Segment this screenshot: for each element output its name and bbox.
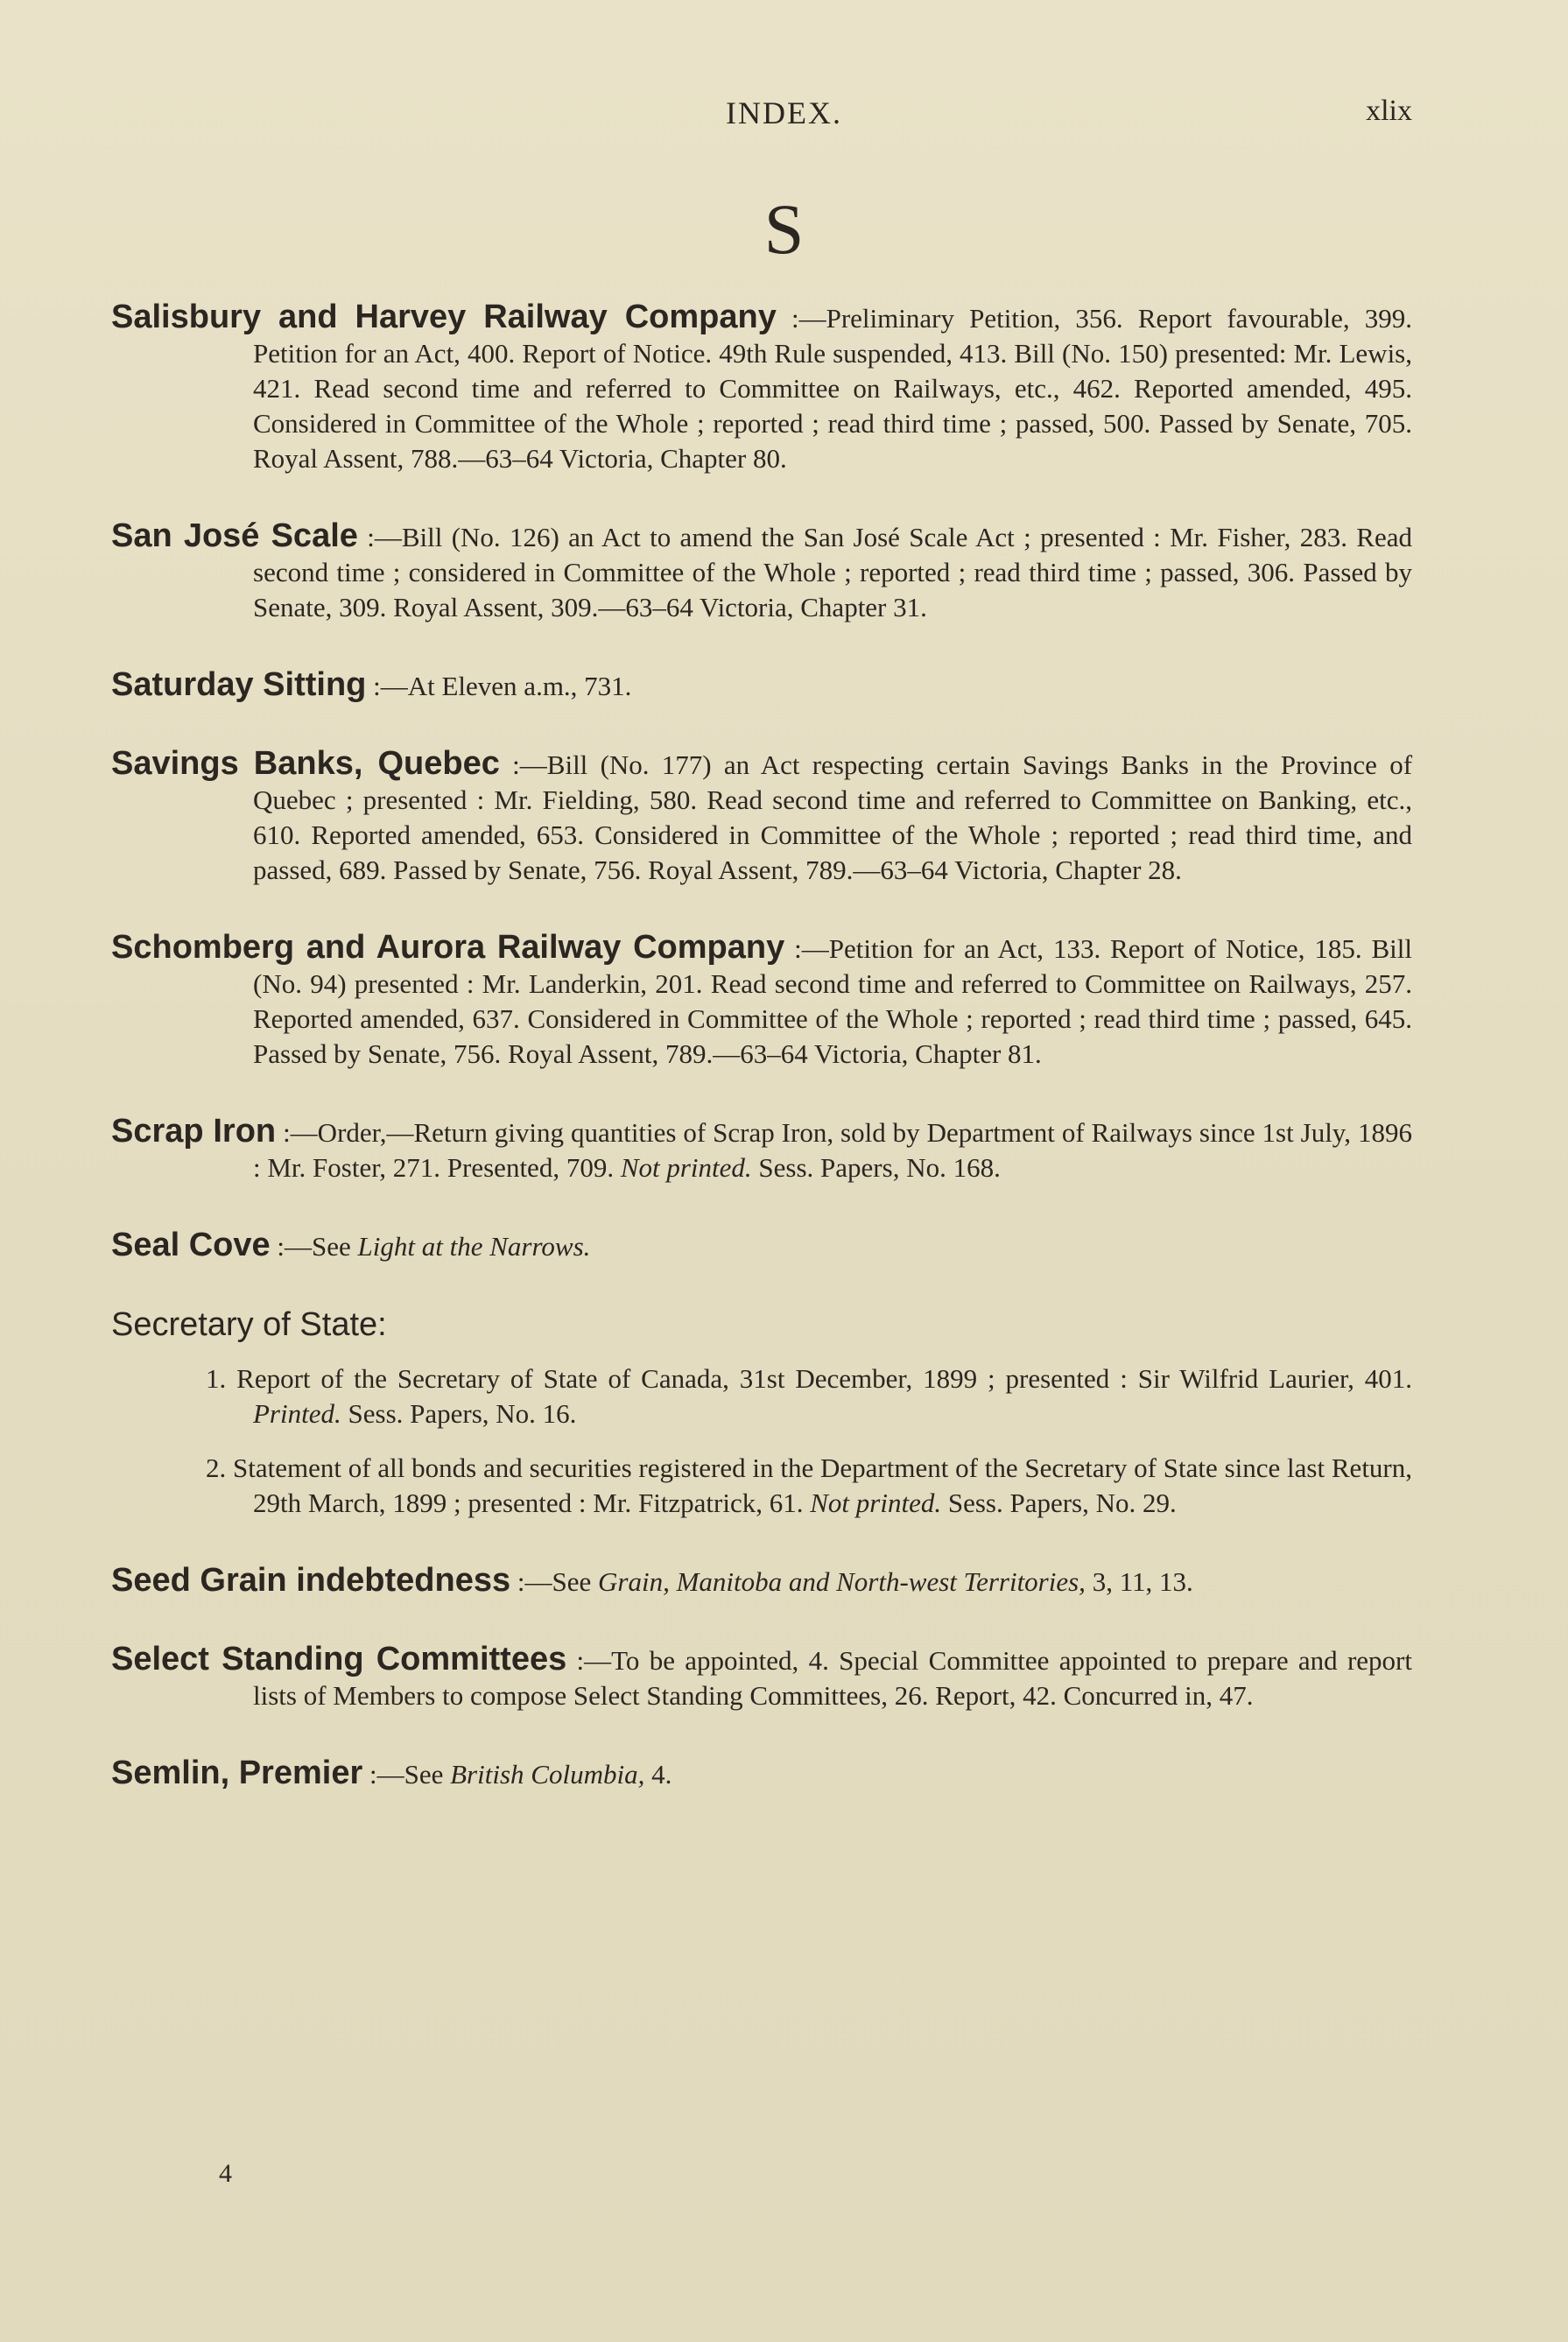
- secretary-heading-text: Secretary of State: [111, 1306, 378, 1343]
- entry-heading: Saturday Sitting: [111, 666, 367, 703]
- index-entry: [111, 1114, 1412, 1185]
- entry-text: :—Bill (No. 177) an Act respecting certain Savings Banks in the Province of Quebec ; presented : Mr. Fielding, 580. Read second time and referred to Committee on Banking, etc., 610. Reported amended, 653. Considered in Committee of the Whole ; reported ; read third time, and passed, 689. Passed by Senate, 756. Royal Assent, 789.—63–64 Victoria, Chapter 28.: [253, 749, 1413, 885]
- entry-text: :—Preliminary Petition, 356. Report favourable, 399. Petition for an Act, 400. Report of Notice. 49th Rule suspended, 413. Bill (No. 150) presented: Mr. Lewis, 421. Read second time and referred to Committee on Railways, etc., 462. Reported amended, 495. Considered in Committee of the Whole ; reported ; read third time ; passed, 500. Passed by Senate, 705. Royal Assent, 788.—63–64 Victoria, Chapter 80.: [253, 303, 1413, 474]
- item-italic: Printed.: [253, 1398, 341, 1429]
- entry-heading: Seed Grain indebtedness: [111, 1562, 511, 1599]
- entry-text: :—Bill (No. 126) an Act to amend the San José Scale Act ; presented : Mr. Fisher, 283. Read second time ; considered in Committee of the Whole ; reported ; read third time ; passed, 306. Passed by Senate, 309. Royal Assent, 309.—63–64 Victoria, Chapter 31.: [253, 522, 1412, 622]
- index-entry: [111, 1642, 1412, 1713]
- index-entry: [111, 299, 1412, 476]
- running-title: INDEX.: [726, 95, 842, 130]
- index-entry: [111, 1563, 1412, 1600]
- entry-heading: Semlin, Premier: [111, 1755, 363, 1791]
- item-text: Statement of all bonds and securities registered in the Department of the Secretary of State since last Return, 29th March, 1899 ; presented : Mr. Fitzpatrick, 61.: [233, 1452, 1413, 1518]
- index-entry: [111, 746, 1412, 888]
- entry-text: :—Order,—Return giving quantities of Scrap Iron, sold by Department of Railways since 1st July, 1896 : Mr. Foster, 271. Presented, 709.: [253, 1117, 1412, 1183]
- item-text-after: Sess. Papers, No. 16.: [348, 1398, 577, 1429]
- entry-heading: Schomberg and Aurora Railway Company: [111, 929, 785, 966]
- page-header: [0, 95, 1568, 147]
- section-letter: S: [763, 189, 805, 269]
- entry-heading: Salisbury and Harvey Railway Company: [111, 299, 777, 335]
- entry-heading: Seal Cove: [111, 1227, 271, 1263]
- entry-text-after: Sess. Papers, No. 168.: [758, 1152, 1001, 1183]
- index-entry: [111, 1755, 1412, 1792]
- secretary-item: [111, 1361, 1412, 1431]
- secretary-heading: [111, 1306, 1412, 1344]
- entry-text: :—At Eleven a.m., 731.: [373, 671, 632, 701]
- page-number: xlix: [1366, 95, 1412, 127]
- item-number: 1.: [206, 1363, 227, 1394]
- entry-italic: British Columbia,: [450, 1759, 645, 1790]
- entry-text: :—See: [369, 1759, 444, 1790]
- entry-italic: Not printed.: [620, 1152, 752, 1183]
- index-entry: [111, 930, 1412, 1072]
- entry-text: :—See: [277, 1231, 351, 1262]
- item-text: Report of the Secretary of State of Canada, 31st December, 1899 ; presented : Sir Wilfrid Laurier, 401.: [236, 1363, 1412, 1394]
- entry-text: :—See: [517, 1566, 592, 1597]
- entry-text-after: 3, 11, 13.: [1092, 1566, 1193, 1597]
- index-entry: [111, 667, 1412, 704]
- entry-heading: San José Scale: [111, 517, 358, 554]
- entry-text-after: 4.: [651, 1759, 672, 1790]
- item-italic: Not printed.: [810, 1487, 942, 1518]
- secretary-heading-colon: :: [377, 1306, 387, 1343]
- signature-mark: 4: [219, 2159, 232, 2188]
- entry-italic: Grain, Manitoba and North-west Territories,: [598, 1566, 1086, 1597]
- index-entry: [111, 518, 1412, 625]
- item-number: 2.: [206, 1452, 227, 1483]
- item-text-after: Sess. Papers, No. 29.: [947, 1487, 1177, 1518]
- entry-text: :—To be appointed, 4. Special Committee appointed to prepare and report lists of Members to compose Select Standing Committees, 26. Report, 42. Concurred in, 47.: [253, 1645, 1412, 1711]
- entry-heading: Select Standing Committees: [111, 1641, 567, 1677]
- index-entries: [111, 299, 1412, 1834]
- entry-heading: Savings Banks, Quebec: [111, 745, 500, 782]
- entry-italic: Light at the Narrows.: [357, 1231, 591, 1262]
- entry-text: :—Petition for an Act, 133. Report of Notice, 185. Bill (No. 94) presented : Mr. Landerkin, 201. Read second time and referred to Committee on Railways, 257. Reported amended, 637. Considered in Committee of the Whole ; reported ; read third time ; passed, 645. Passed by Senate, 756. Royal Assent, 789.—63–64 Victoria, Chapter 81.: [253, 933, 1412, 1069]
- secretary-item: [111, 1451, 1412, 1521]
- index-entry: [111, 1227, 1412, 1264]
- entry-heading: Scrap Iron: [111, 1113, 277, 1150]
